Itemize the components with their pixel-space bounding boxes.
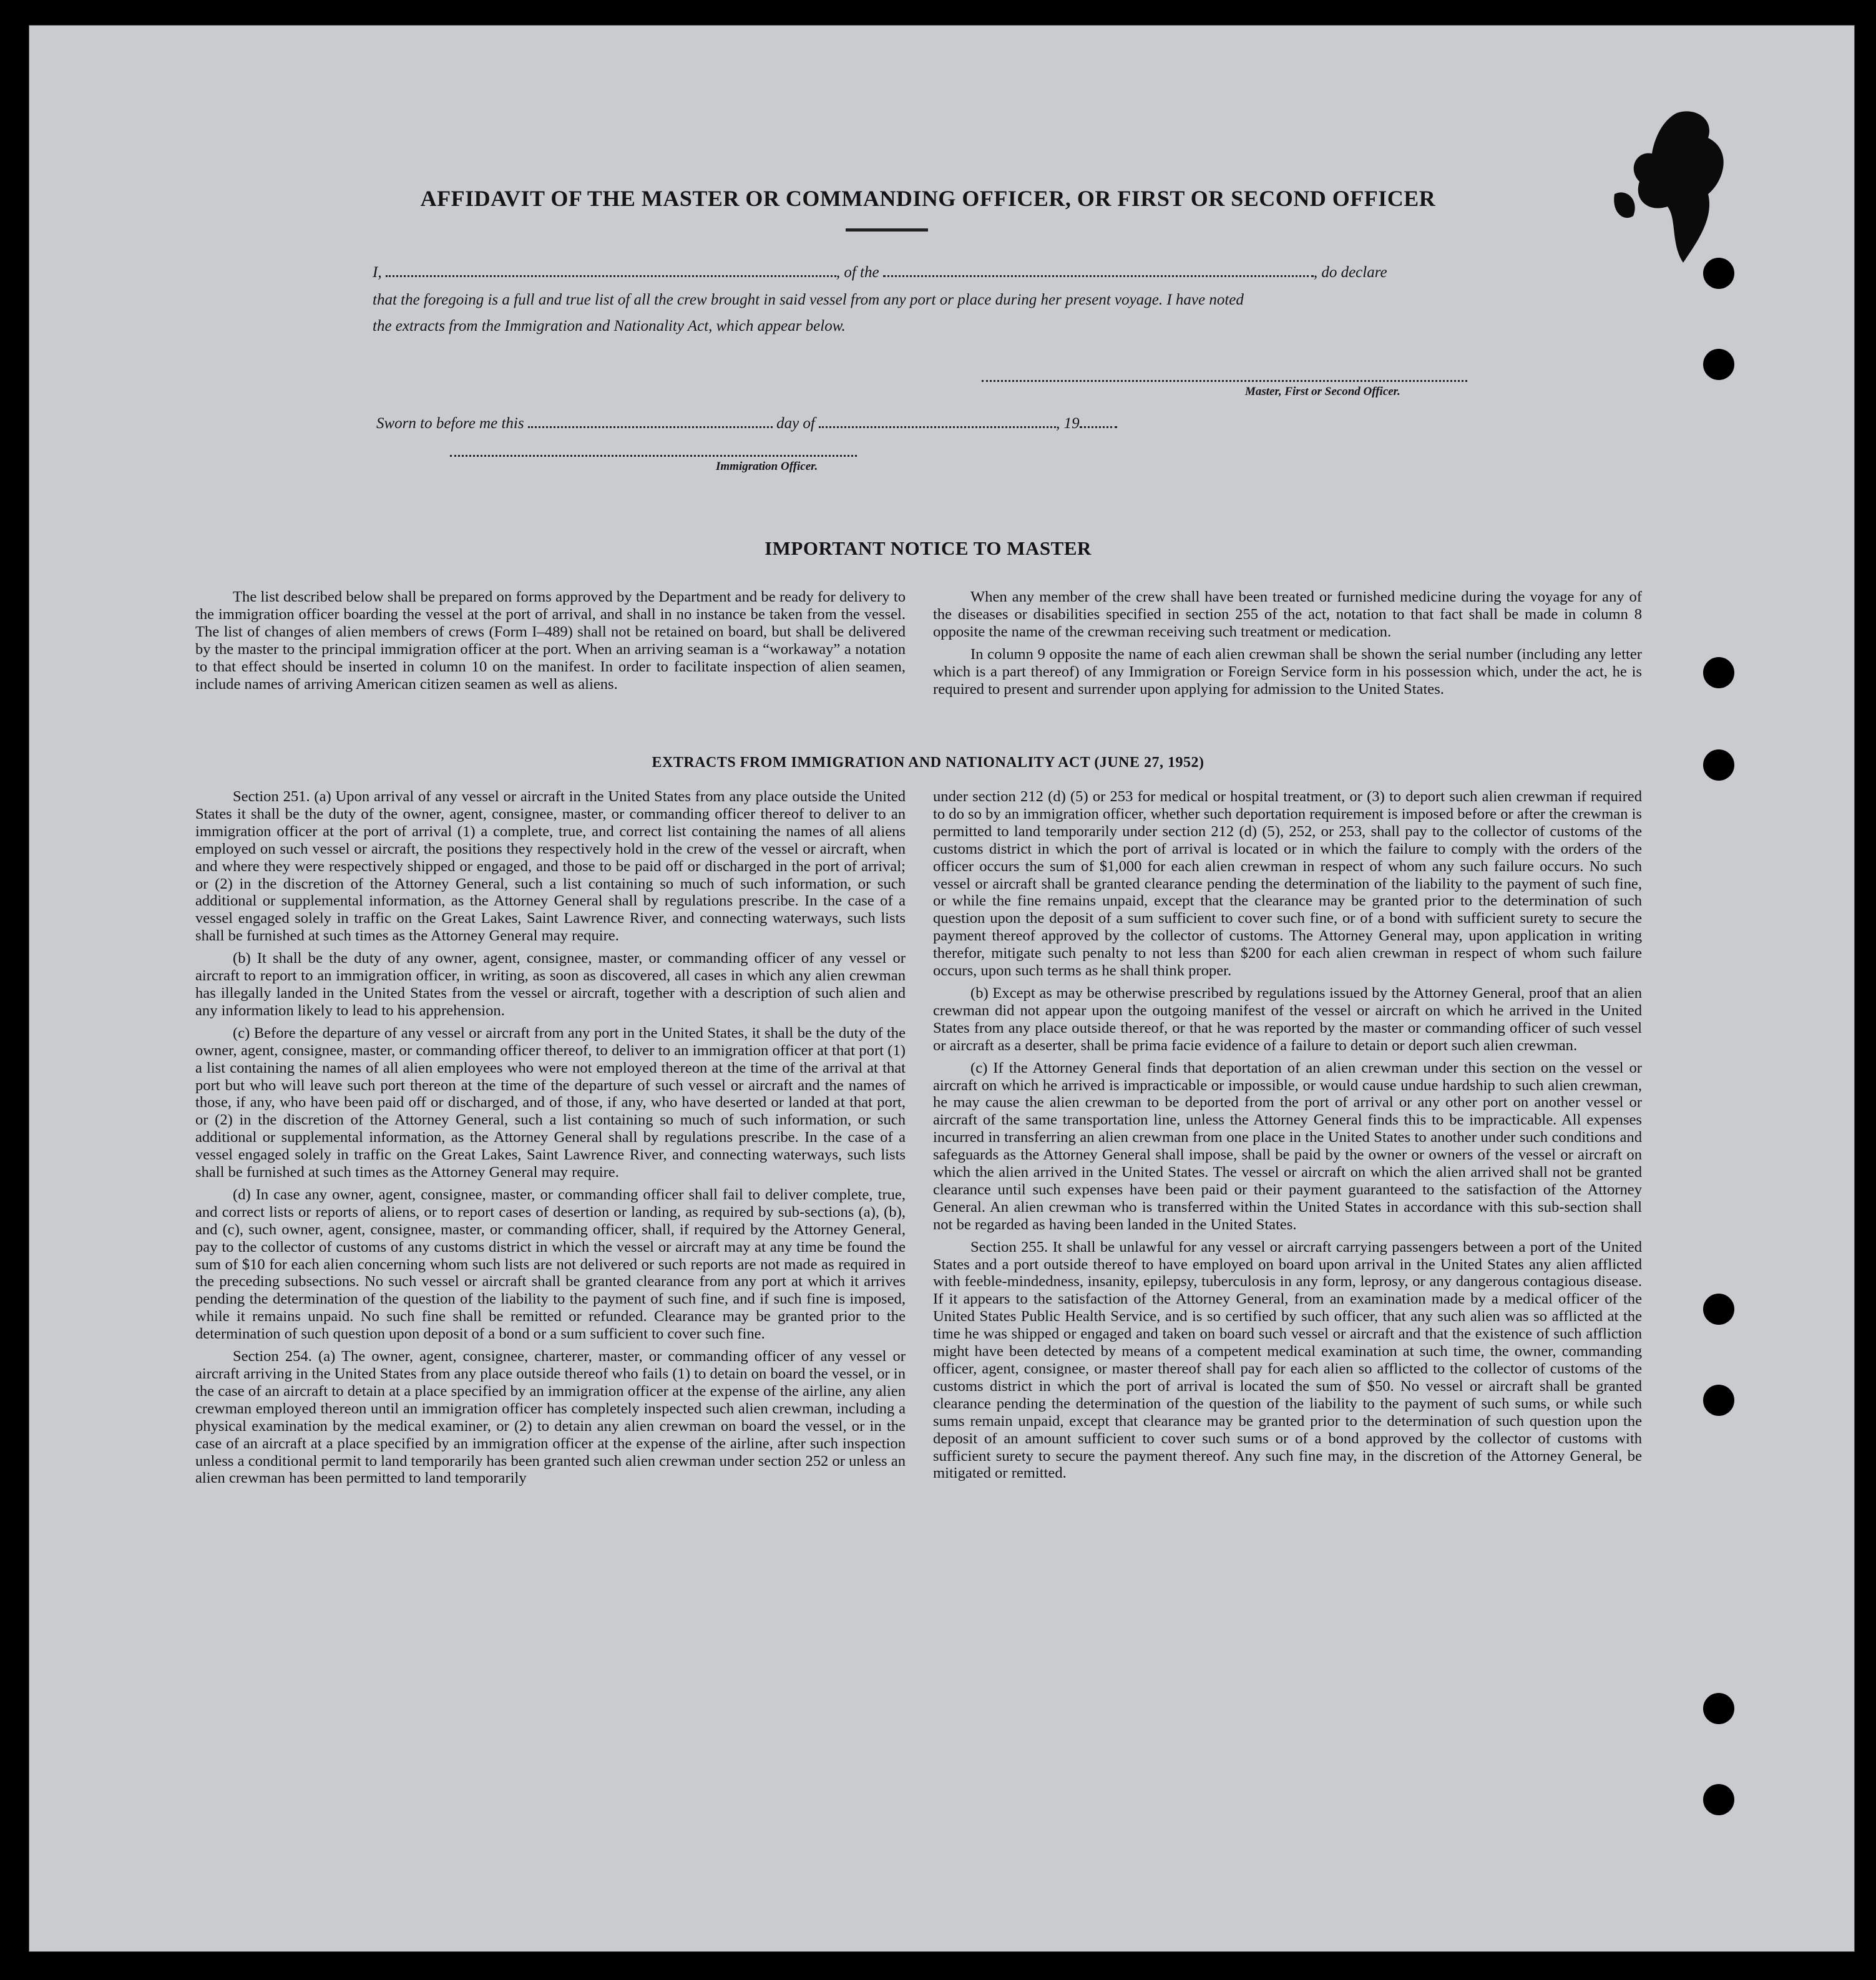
statement-line-2: the extracts from the Immigration and Nationality Act, which appear below. <box>373 318 846 334</box>
day-blank[interactable] <box>528 412 773 428</box>
extract-paragraph: Section 254. (a) The owner, agent, consignee, charterer, master, or commanding officer of any vessel or aircraft arriving in the United States from any place outside thereof who fails (1) to detain on board the vessel, or in the case of an aircraft to detain at a place specified by an immigration officer at the expense of the airline, any alien crewman employed thereon until an immigration officer has completely inspected such alien crewman, including a physical examination by the medical examiner, or (2) to detain any alien crewman on board the vessel, or in the case of an aircraft at a place specified by an immigration officer at the expense of the airline, after such inspection unless a conditional permit to land temporarily has been granted such alien crewman under section 252 or unless an alien crewman has been permitted to land temporarily <box>195 1348 906 1487</box>
extract-paragraph: under section 212 (d) (5) or 253 for medical or hospital treatment, or (3) to deport such alien crewman if required to do so by an immigration officer, whether such deportation requirement is imposed before or after the crewman is permitted to land temporarily under section 212 (d) (5), 252, or 253, shall pay to the collector of customs of the customs district in which the port of arrival is located or in which the failure to comply with the orders of the officer occurs the sum of $1,000 for each alien crewman in respect of whom any such failure occurs. No such vessel or aircraft shall be granted clearance pending the determination of the liability to the payment of such fine, or while the fine remains unpaid, except that the clearance may be granted prior to the determination of such question upon the deposit of a sum sufficient to cover such fine, or of a bond with sufficient surety to secure the payment thereof approved by the collector of customs. The Attorney General may, upon application in writing therefor, mitigate such penalty to not less than $200 for each alien crewman in respect of whom such failure occurs, upon such terms as he shall think proper. <box>933 788 1642 980</box>
affidavit-title: AFFIDAVIT OF THE MASTER OR COMMANDING OFFICER, OR FIRST OR SECOND OFFICER <box>420 186 1436 211</box>
document-page <box>29 25 1855 1952</box>
sworn-label: Sworn to before me this <box>376 415 524 432</box>
binder-hole <box>1703 1385 1734 1416</box>
notice-right-column <box>933 588 1642 703</box>
extract-paragraph: (b) Except as may be otherwise prescribed by regulations issued by the Attorney General, proof that an alien crewman did not appear upon the outgoing manifest of the vessel or aircraft on which he arrived in the United States from any place outside thereof, or that he was reported by the master or commanding officer of such vessel or aircraft as a deserter, shall be prima facie evidence of a failure to detain or deport such alien crewman. <box>933 984 1642 1054</box>
binder-hole <box>1703 1294 1734 1325</box>
notice-paragraph: In column 9 opposite the name of each alien crewman shall be shown the serial number (including any letter which is a part thereof) of any Immigration or Foreign Service form in his possession which, under the act, he is required to present and surrender upon applying for admission to the United States. <box>933 645 1642 698</box>
extracts-right-column <box>933 788 1642 1487</box>
master-caption: Master, First or Second Officer. <box>1245 385 1400 398</box>
notice-paragraph: When any member of the crew shall have been treated or furnished medicine during the voyage for any of the diseases or disabilities specified in section 255 of the act, notation to that fact shall be made in column 8 opposite the name of the crewman receiving such treatment or medication. <box>933 588 1642 640</box>
binder-hole <box>1703 1693 1734 1724</box>
year-prefix: , 19 <box>1056 415 1080 432</box>
extract-paragraph: (d) In case any owner, agent, consignee, master, or commanding officer shall fail to deliver complete, true, and correct lists or reports of aliens, or to report cases of desertion or landing, as required by sub-sections (a), (b), and (c), such owner, agent, consignee, master, or commanding officer, shall, if required by the Attorney General, pay to the collector of customs of any customs district in which the vessel or aircraft may at any time be found the sum of $10 for each alien concerning whom such lists are not delivered or such reports are not made as required in the preceding subsections. No such vessel or aircraft shall be granted clearance from any port at which it arrives pending the determination of the question of the liability to the payment of such fine, and if such fine is imposed, while it remains unpaid. No such fine shall be remitted or refunded. Clearance may be granted prior to the determination of such question upon deposit of a bond or a sum sufficient to cover such fine. <box>195 1186 906 1343</box>
officer-caption: Immigration Officer. <box>716 460 818 473</box>
extract-paragraph: Section 251. (a) Upon arrival of any vessel or aircraft in the United States from any place outside the United States it shall be the duty of the owner, agent, consignee, master, or commanding officer thereof to deliver to an immigration officer at the port of arrival (1) a complete, true, and correct list containing the names of all aliens employed on such vessel or aircraft, the positions they respectively hold in the crew of the vessel or aircraft, when and where they were respectively shipped or engaged, and those to be paid off or discharged in the port of arrival; or (2) in the discretion of the Attorney General, such a list containing so much of such information, or such additional or supplemental information, as the Attorney General shall by regulations prescribe. In the case of a vessel engaged solely in traffic on the Great Lakes, Saint Lawrence River, and connecting waterways, such lists shall be furnished at such times as the Attorney General may require. <box>195 788 906 945</box>
notice-left-column <box>195 588 906 698</box>
sworn-line <box>376 412 1117 432</box>
name-blank[interactable] <box>386 261 836 277</box>
month-blank[interactable] <box>819 412 1056 428</box>
extract-paragraph: (c) If the Attorney General finds that deportation of an alien crewman under this section on the vessel or aircraft on which he arrived is impracticable or impossible, or would cause undue hardship to such alien crewman, he may cause the alien crewman to be deported from the port of arrival or any other port on another vessel or aircraft of the same transportation line, unless the Attorney General finds this to be impracticable. All expenses incurred in transferring an alien crewman from one place in the United States to another under such conditions and safeguards as the Attorney General shall impose, shall be paid by the owner or owners of the vessel or aircraft on which the alien arrived in the United States. The vessel or aircraft on which the alien arrived shall not be granted clearance until such expenses have been paid or their payment guaranteed to the satisfaction of the Attorney General. An alien crewman who is transferred within the United States in accordance with this sub-section shall not be regarded as having been landed in the United States. <box>933 1059 1642 1233</box>
title-rule <box>846 228 928 232</box>
extract-paragraph: Section 255. It shall be unlawful for any vessel or aircraft carrying passengers between a port of the United States and a port outside thereof to have employed on board upon arrival in the United States any alien afflicted with feeble-mindedness, insanity, epilepsy, tuberculosis in any form, leprosy, or any dangerous contagious disease. If it appears to the satisfaction of the Attorney General, from an examination made by a medical officer of the United States Public Health Service, and is so certified by such officer, that any such alien was so afflicted at the time he was shipped or engaged and taken on board such vessel or aircraft and that the existence of such affliction might have been detected by means of a competent medical examination at such time, the owner, commanding officer, agent, consignee, or master thereof shall pay for each alien so afflicted to the collector of customs of the customs district in which the port of arrival is located the sum of $50. No vessel or aircraft shall be granted clearance pending the determination of the question of the liability to the payment of such sums, or while such sums remain unpaid, except that clearance may be granted prior to the determination of such question upon the deposit of an amount sufficient to cover such sums or of a bond approved by the collector of customs with sufficient surety to secure the payment thereof. Any such fine may, in the discretion of the Attorney General, be mitigated or remitted. <box>933 1238 1642 1482</box>
declaration-line <box>373 261 1533 281</box>
notice-paragraph: The list described below shall be prepared on forms approved by the Department and be ready for delivery to the immigration officer boarding the vessel at the port of arrival, and shall in no instance be taken from the vessel. The list of changes of alien members of crews (Form I–489) shall not be retained on board, but shall be delivered by the master to the principal immigration officer at the port. When an arriving seaman is a “workaway” a notation to that effect should be inserted in column 10 on the manifest. In order to facilitate inspection of alien seamen, include names of arriving American citizen seamen as well as aliens. <box>195 588 906 693</box>
binder-hole <box>1703 657 1734 688</box>
extract-paragraph: (b) It shall be the duty of any owner, agent, consignee, master, or commanding officer of any vessel or aircraft to report to an immigration officer, in writing, as soon as discovered, all cases in which any alien crewman has illegally landed in the United States from the vessel or aircraft, together with a description of such alien and any information likely to lead to his apprehension. <box>195 950 906 1019</box>
i-label: I, <box>373 264 382 281</box>
extracts-title: EXTRACTS FROM IMMIGRATION AND NATIONALITY ACT (JUNE 27, 1952) <box>652 754 1204 771</box>
notice-title: IMPORTANT NOTICE TO MASTER <box>765 537 1092 559</box>
vessel-blank[interactable] <box>883 261 1314 277</box>
of-the-label: , of the <box>836 264 879 281</box>
day-of-label: day of <box>776 415 815 432</box>
binder-hole <box>1703 258 1734 289</box>
do-declare-label: , do declare <box>1313 264 1387 281</box>
master-signature-line[interactable] <box>982 380 1467 382</box>
officer-signature-line[interactable] <box>450 455 857 457</box>
binder-hole <box>1703 349 1734 380</box>
statement-line-1: that the foregoing is a full and true list of all the crew brought in said vessel from any port or place during her present voyage. I have noted <box>373 291 1244 308</box>
torn-corner-stain <box>1590 100 1739 263</box>
binder-hole <box>1703 1784 1734 1815</box>
year-blank[interactable] <box>1080 412 1117 428</box>
extract-paragraph: (c) Before the departure of any vessel or aircraft from any port in the United States, it shall be the duty of the owner, agent, consignee, master, or commanding officer thereof, to deliver to an immigration officer at that port (1) a list containing the names of all alien employees who were not employed thereon at the time of the arrival at that port but who will leave such port thereon at the time of the departure of such vessel or aircraft and the names of those, if any, who have been paid off or discharged, and of those, if any, who have deserted or landed at that port, or (2) in the discretion of the Attorney General, such a list containing so much of such information, or such additional or supplemental information, as the Attorney General shall by regulations prescribe. In the case of a vessel engaged solely in traffic on the Great Lakes, Saint Lawrence River, and connecting waterways, such lists shall be furnished at such times as the Attorney General may require. <box>195 1024 906 1181</box>
extracts-left-column <box>195 788 906 1492</box>
